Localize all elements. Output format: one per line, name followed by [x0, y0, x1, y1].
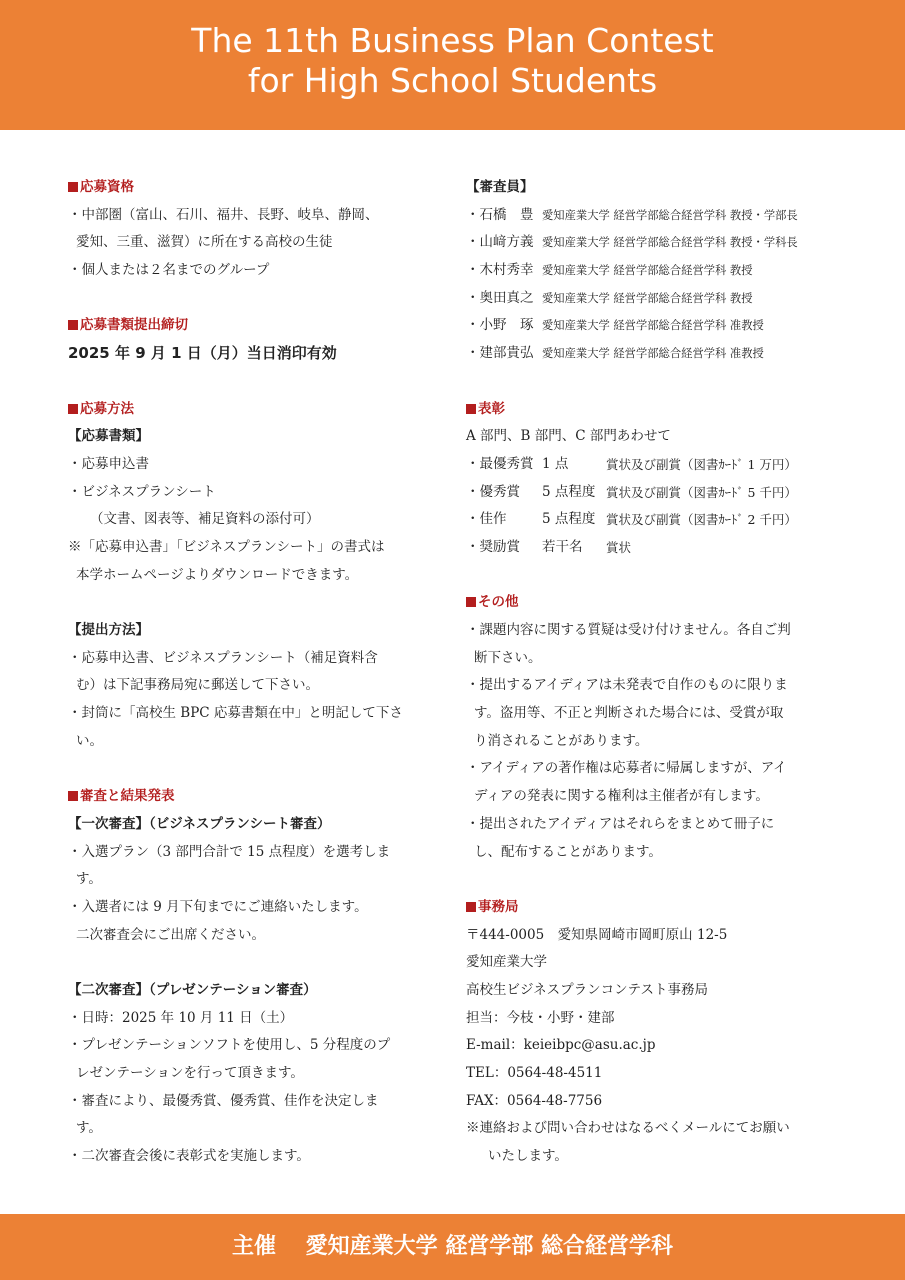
second-review-line: ・日時：2025 年 10 月 11 日（土） [68, 1009, 294, 1026]
first-review-line: す。 [76, 871, 102, 888]
eligibility-line: 愛知、三重、滋賀）に所在する高校の生徒 [76, 234, 333, 251]
square-bullet-icon [466, 597, 476, 607]
footer-banner: 主催 愛知産業大学 経営学部 総合経営学科 [0, 1214, 905, 1280]
submission-line: ・応募申込書、ビジネスプランシート（補足資料含 [68, 649, 378, 666]
section-heading-eligibility: 応募資格 [68, 174, 438, 202]
other-line: ・アイディアの著作権は応募者に帰属しますが、アイ [466, 760, 787, 777]
judges-heading: 【審査員】 [466, 179, 534, 195]
other-line: り消されることがあります。 [474, 732, 649, 749]
section-heading-other: その他 [466, 589, 876, 617]
office-email: E-mail：keieibpc@asu.ac.jp [466, 1037, 656, 1054]
office-tel: TEL：0564-48-4511 [466, 1065, 603, 1081]
section-heading-office: 事務局 [466, 894, 876, 922]
square-bullet-icon [68, 182, 78, 192]
subheading-submission: 【提出方法】 [68, 622, 149, 638]
office-fax: FAX：0564-48-7756 [466, 1092, 603, 1109]
deadline-date: 2025 年 9 月 1 日（月）当日消印有効 [68, 344, 337, 363]
other-line: し、配布することがあります。 [474, 843, 662, 860]
other-line: ・提出されたアイディアはそれらをまとめて冊子に [466, 815, 775, 832]
submission-line: ・封筒に「高校生 BPC 応募書類在中」と明記して下さ [68, 705, 403, 722]
first-review-line: ・入選者には 9 月下旬までにご連絡いたします。 [68, 898, 368, 915]
square-bullet-icon [68, 320, 78, 330]
other-line: 断下さい。 [474, 649, 542, 666]
documents-line: （文書、図表等、補足資料の添付可） [90, 511, 320, 528]
title-line-1: The 11th Business Plan Contest [191, 21, 714, 60]
award-row: ・優秀賞 5 点程度 賞状及び副賞（図書ｶｰﾄﾞ 5 千円） [466, 483, 797, 500]
section-heading-awards: 表彰 [466, 396, 876, 424]
office-address: 〒444-0005 愛知県岡崎市岡町原山 12-5 [466, 926, 728, 943]
second-review-line: ・二次審査会後に表彰式を実施します。 [68, 1148, 310, 1165]
eligibility-line: ・中部圏（富山、石川、福井、長野、岐阜、静岡、 [68, 206, 379, 223]
other-line: ・提出するアイディアは未発表で自作のものに限りま [466, 677, 788, 694]
subheading-second-review: 【二次審査】（プレゼンテーション審査） [68, 981, 317, 998]
header-banner [0, 0, 905, 130]
square-bullet-icon [466, 404, 476, 414]
left-column [68, 174, 438, 1171]
awards-intro: A 部門、B 部門、C 部門あわせて [466, 428, 671, 445]
judge-row: ・小野 琢 愛知産業大学 経営学部総合経営学科 准教授 [466, 317, 764, 334]
second-review-line: ・審査により、最優秀賞、優秀賞、佳作を決定しま [68, 1092, 379, 1109]
first-review-line: ・入選プラン（3 部門合計で 15 点程度）を選考しま [68, 843, 391, 860]
documents-line: ※「応募申込書」「ビジネスプランシート」の書式は [68, 538, 385, 555]
second-review-line: す。 [76, 1120, 102, 1137]
first-review-line: 二次審査会にご出席ください。 [76, 926, 265, 943]
office-name: 高校生ビジネスプランコンテスト事務局 [466, 981, 709, 998]
other-line: す。盗用等、不正と判断された場合には、受賞が取 [474, 705, 784, 722]
square-bullet-icon [466, 902, 476, 912]
square-bullet-icon [68, 791, 78, 801]
judge-row: ・奥田真之 愛知産業大学 経営学部総合経営学科 教授 [466, 289, 753, 306]
subheading-documents: 【応募書類】 [68, 428, 149, 445]
documents-line: ・ビジネスプランシート [68, 483, 216, 500]
judge-row: ・建部貴弘 愛知産業大学 経営学部総合経営学科 准教授 [466, 345, 764, 362]
subheading-first-review: 【一次審査】（ビジネスプランシート審査） [68, 815, 331, 832]
section-heading-deadline: 応募書類提出締切 [68, 312, 438, 340]
judge-row: ・石橋 豊 愛知産業大学 経営学部総合経営学科 教授・学部長 [466, 206, 798, 223]
section-heading-method: 応募方法 [68, 396, 438, 424]
office-staff: 担当：今枝・小野・建部 [466, 1009, 615, 1026]
square-bullet-icon [68, 404, 78, 414]
office-university: 愛知産業大学 [466, 954, 547, 971]
right-column [466, 174, 876, 1171]
submission-line: い。 [76, 732, 103, 749]
section-heading-review: 審査と結果発表 [68, 783, 438, 811]
other-line: ・課題内容に関する質疑は受け付けません。各自ご判 [466, 622, 791, 638]
office-note: ※連絡および問い合わせはなるべくメールにてお願い [466, 1120, 790, 1137]
office-note: いたします。 [488, 1148, 568, 1165]
title-line-2: for High School Students [247, 61, 658, 100]
other-line: ディアの発表に関する権利は主催者が有します。 [474, 788, 769, 805]
award-row: ・佳作 5 点程度 賞状及び副賞（図書ｶｰﾄﾞ 2 千円） [466, 511, 797, 528]
second-review-line: レゼンテーションを行って頂きます。 [76, 1065, 304, 1081]
second-review-line: ・プレゼンテーションソフトを使用し、5 分程度のプ [68, 1037, 391, 1054]
award-row: ・最優秀賞 1 点 賞状及び副賞（図書ｶｰﾄﾞ 1 万円） [466, 455, 797, 472]
award-row: ・奨励賞 若干名 賞状 [466, 538, 632, 555]
judge-row: ・山﨑方義 愛知産業大学 経営学部総合経営学科 教授・学科長 [466, 234, 798, 251]
judge-row: ・木村秀幸 愛知産業大学 経営学部総合経営学科 教授 [466, 262, 753, 279]
documents-line: 本学ホームページよりダウンロードできます。 [76, 566, 359, 583]
documents-line: ・応募申込書 [68, 455, 149, 472]
eligibility-line: ・個人または２名までのグループ [68, 262, 270, 279]
submission-line: む）は下記事務局宛に郵送して下さい。 [76, 677, 319, 694]
